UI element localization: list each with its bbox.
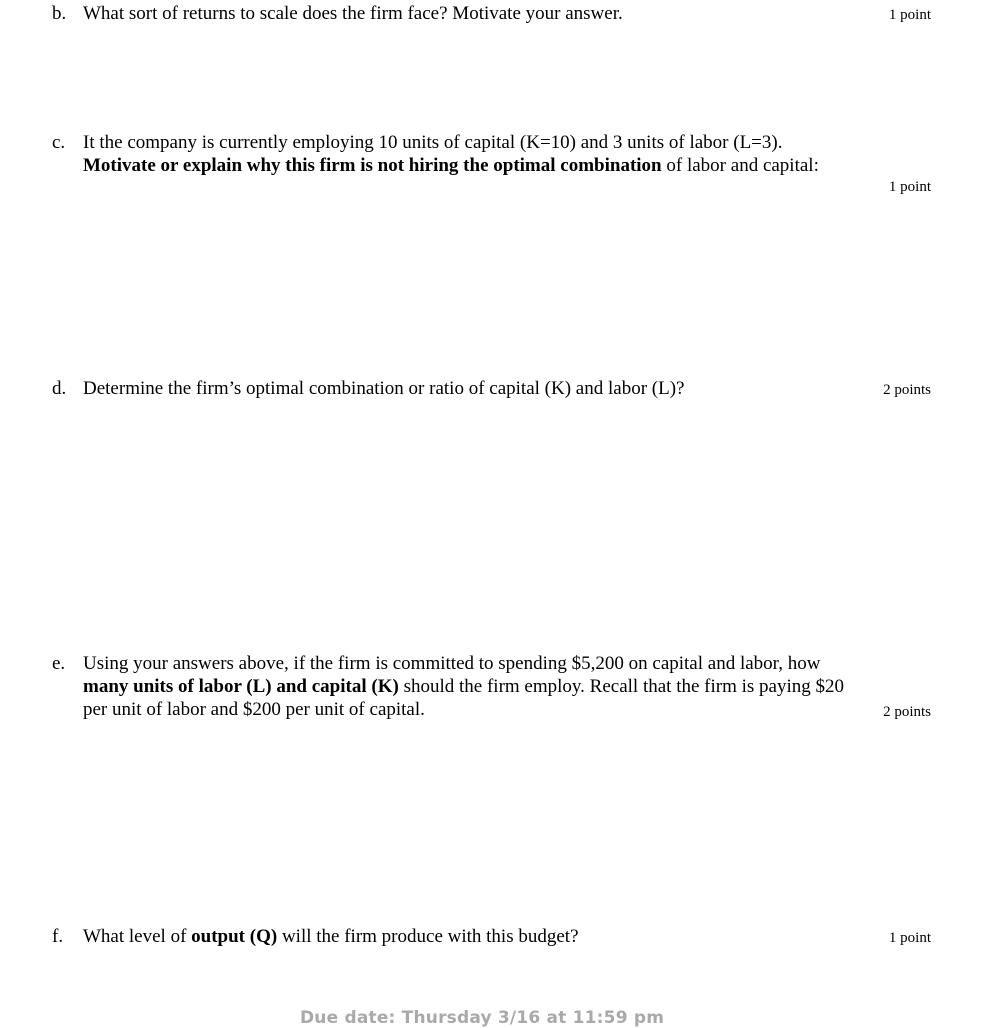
question-e-line-2 bbox=[83, 675, 923, 698]
question-b-letter: b. bbox=[52, 3, 67, 24]
question-c-letter: c. bbox=[52, 132, 66, 153]
question-e-line-1: Using your answers above, if the firm is committed to spending $5,200 on capital and labor, how bbox=[83, 653, 821, 674]
question-f-line-1-bold: output (Q) bbox=[191, 926, 278, 947]
question-e-text bbox=[83, 652, 923, 721]
question-d-letter: d. bbox=[52, 378, 67, 399]
question-c-line-2-rest: of labor and capital: bbox=[661, 155, 819, 176]
due-date-footer: Due date: Thursday 3/16 at 11:59 pm bbox=[300, 1008, 665, 1028]
question-b-text bbox=[83, 2, 923, 25]
question-e-points: 2 points bbox=[883, 704, 931, 720]
question-b-line-1: What sort of returns to scale does the firm face? Motivate your answer. bbox=[83, 3, 623, 24]
question-d-text bbox=[83, 377, 923, 400]
question-e-line-2-rest: should the firm employ. Recall that the firm is paying $20 bbox=[398, 676, 845, 697]
question-e-line-2-bold: many units of labor (L) and capital (K) bbox=[83, 676, 399, 697]
question-e-letter: e. bbox=[52, 653, 66, 674]
question-f-text bbox=[83, 925, 923, 948]
question-c-line-1: It the company is currently employing 10 units of capital (K=10) and 3 units of labor (L=3). bbox=[83, 132, 783, 153]
question-f-line-1-post: will the firm produce with this budget? bbox=[277, 926, 579, 947]
question-f-points: 1 point bbox=[888, 930, 931, 946]
question-f-line-1-pre: What level of bbox=[83, 926, 192, 947]
question-d-points: 2 points bbox=[883, 382, 931, 398]
question-d-line-1: Determine the firm’s optimal combination or ratio of capital (K) and labor (L)? bbox=[83, 378, 685, 399]
question-b-points: 1 point bbox=[888, 7, 931, 23]
question-c-text bbox=[83, 131, 923, 177]
question-c-points: 1 point bbox=[888, 179, 931, 195]
question-c-line-2 bbox=[83, 154, 923, 177]
question-f-line-1 bbox=[83, 925, 923, 948]
question-c-line-2-bold: Motivate or explain why this firm is not hiring the optimal combination bbox=[83, 155, 662, 176]
question-f-letter: f. bbox=[52, 926, 64, 947]
question-e-line-3: per unit of labor and $200 per unit of capital. bbox=[83, 699, 425, 720]
